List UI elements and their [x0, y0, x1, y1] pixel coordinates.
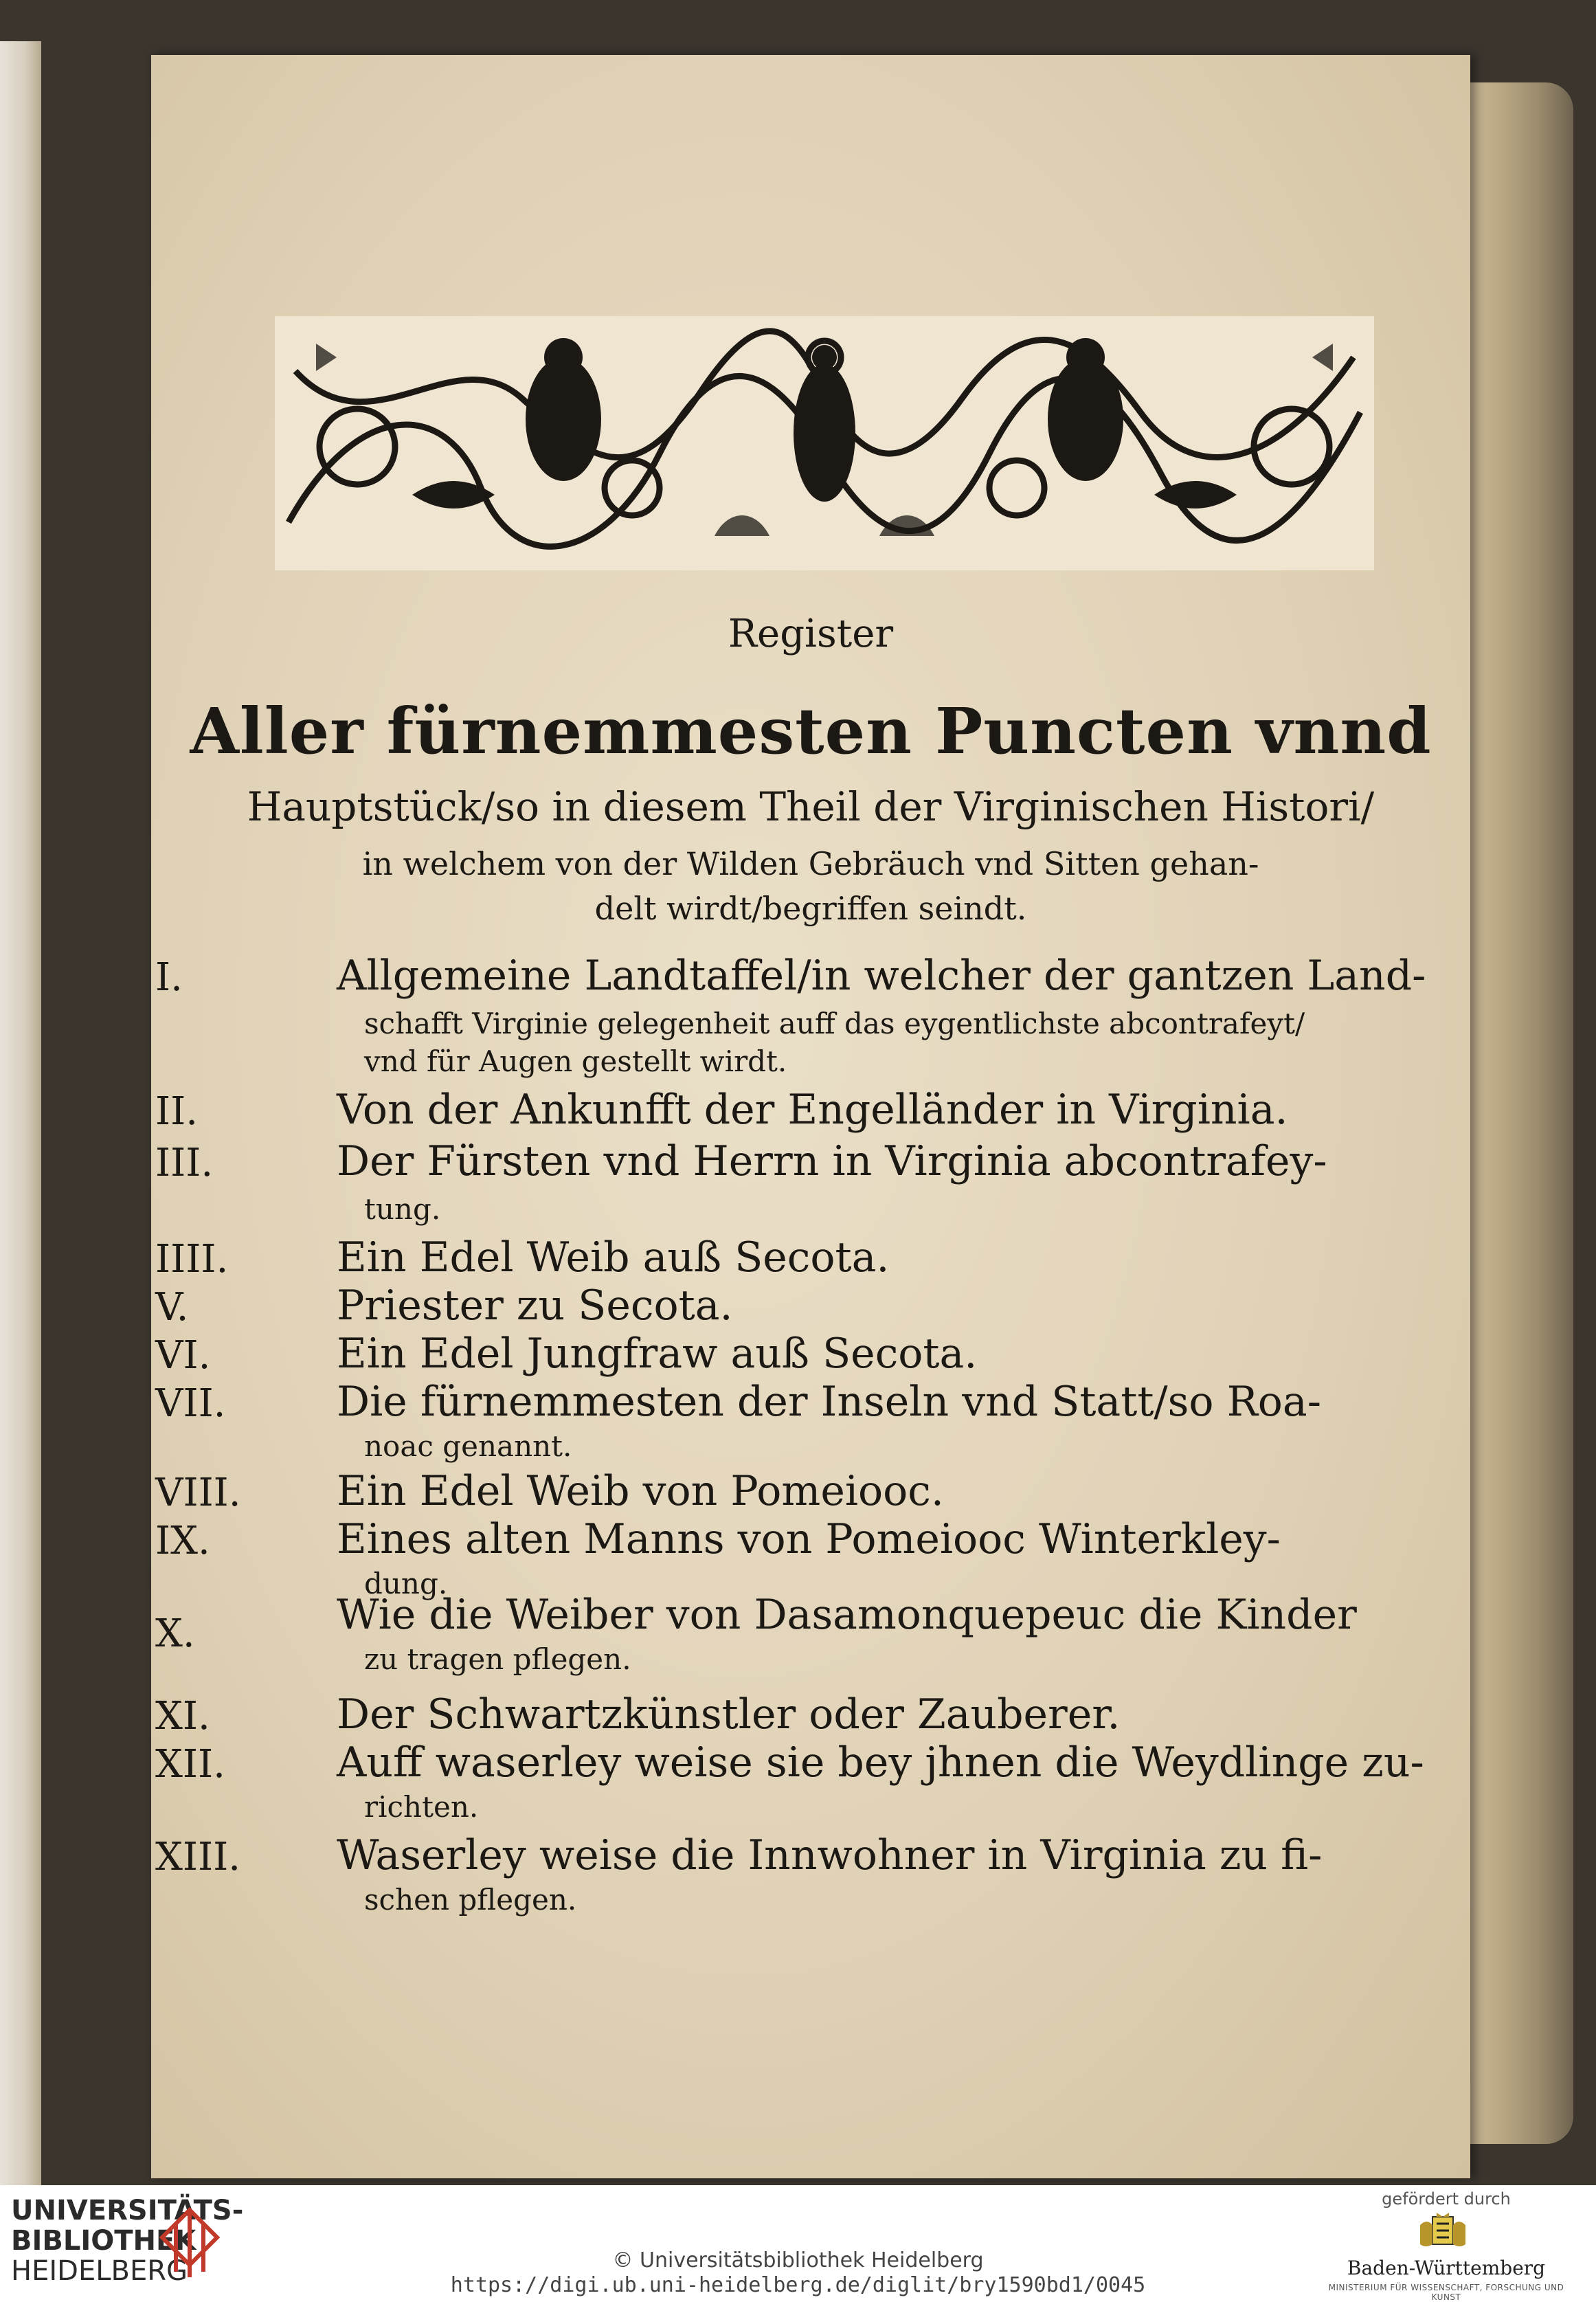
- book-binding: [0, 41, 41, 2185]
- entry-text: Priester zu Secota.: [337, 1282, 733, 1330]
- entry-text: Ein Edel Weib von Pomeiooc.: [337, 1467, 944, 1515]
- entry-number: XI.: [155, 1694, 210, 1739]
- page-stack-edge: [1457, 82, 1573, 2144]
- entry-text-continued: tung.: [364, 1192, 441, 1226]
- entry-text: Allgemeine Landtaffel/in welcher der gantzen Land-: [337, 952, 1426, 1000]
- entry-number: VII.: [155, 1381, 226, 1426]
- entry-number: X.: [155, 1611, 195, 1656]
- entry-text: Der Fürsten vnd Herrn in Virginia abcontrafey-: [337, 1137, 1327, 1185]
- library-name-line-2: BIBLIOTHEK: [11, 2225, 196, 2257]
- entry-text: Von der Ankunfft der Engelländer in Virginia.: [337, 1086, 1288, 1134]
- entry-text: Die fürnemmesten der Inseln vnd Statt/so Roa-: [337, 1378, 1321, 1426]
- permalink[interactable]: https://digi.ub.uni-heidelberg.de/diglit/bry1590bd1/0045: [450, 2273, 1146, 2297]
- entry-number: VIII.: [155, 1471, 241, 1515]
- copyright-notice: © Universitätsbibliothek Heidelberg: [612, 2248, 984, 2272]
- register-heading: Register: [728, 612, 894, 656]
- book-page: [151, 55, 1470, 2178]
- entry-number: IIII.: [155, 1237, 229, 1282]
- funded-by-label: gefördert durch: [1382, 2189, 1511, 2209]
- entry-number: VI.: [155, 1333, 211, 1378]
- entry-text-continued: schafft Virginie gelegenheit auff das eygentlichste abcontrafeyt/: [364, 1007, 1305, 1040]
- page-title: Aller fürnemmesten Puncten vnnd: [190, 694, 1432, 768]
- subtitle-line-2: in welchem von der Wilden Gebräuch vnd Sitten gehan-: [362, 845, 1259, 882]
- entry-text-continued: richten.: [364, 1790, 479, 1824]
- entry-number: III.: [155, 1141, 214, 1185]
- entry-text: Eines alten Manns von Pomeiooc Winterkley-: [337, 1515, 1281, 1563]
- entry-number: I.: [155, 955, 183, 1000]
- entry-number: XIII.: [155, 1835, 241, 1879]
- sponsor-ministry: MINISTERIUM FÜR WISSENSCHAFT, FORSCHUNG UND KUNST: [1328, 2283, 1564, 2302]
- entry-text: Ein Edel Jungfraw auß Secota.: [337, 1330, 978, 1378]
- entry-number: XII.: [155, 1742, 225, 1787]
- entry-text: Auff waserley weise sie bey jhnen die Weydlinge zu-: [337, 1739, 1424, 1787]
- entry-number: II.: [155, 1089, 199, 1134]
- entry-text-continued: zu tragen pflegen.: [364, 1642, 631, 1676]
- entry-text: Wie die Weiber von Dasamonquepeuc die Kinder: [337, 1591, 1357, 1639]
- entry-number: IX.: [155, 1519, 210, 1563]
- library-name-line-3: HEIDELBERG: [11, 2255, 188, 2287]
- entry-text-continued: vnd für Augen gestellt wirdt.: [364, 1044, 787, 1078]
- entry-text-continued: dung.: [364, 1567, 448, 1600]
- entry-text: Waserley weise die Innwohner in Virginia zu fi-: [337, 1831, 1323, 1879]
- subtitle-line-3: delt wirdt/begriffen seindt.: [594, 890, 1027, 927]
- entry-number: V.: [155, 1285, 189, 1330]
- entry-text-continued: schen pflegen.: [364, 1883, 577, 1917]
- register-entries: [151, 55, 1470, 2178]
- entry-text: Der Schwartzkünstler oder Zauberer.: [337, 1690, 1121, 1739]
- baden-wuerttemberg-crest-icon: [1412, 2211, 1474, 2255]
- library-name-line-1: UNIVERSITÄTS-: [11, 2195, 244, 2226]
- entry-text: Ein Edel Weib auß Secota.: [337, 1233, 890, 1282]
- subtitle-line-1: Hauptstück/so in diesem Theil der Virginischen Histori/: [247, 783, 1375, 830]
- sponsor-name: Baden-Württemberg: [1347, 2257, 1546, 2279]
- entry-text-continued: noac genannt.: [364, 1429, 572, 1463]
